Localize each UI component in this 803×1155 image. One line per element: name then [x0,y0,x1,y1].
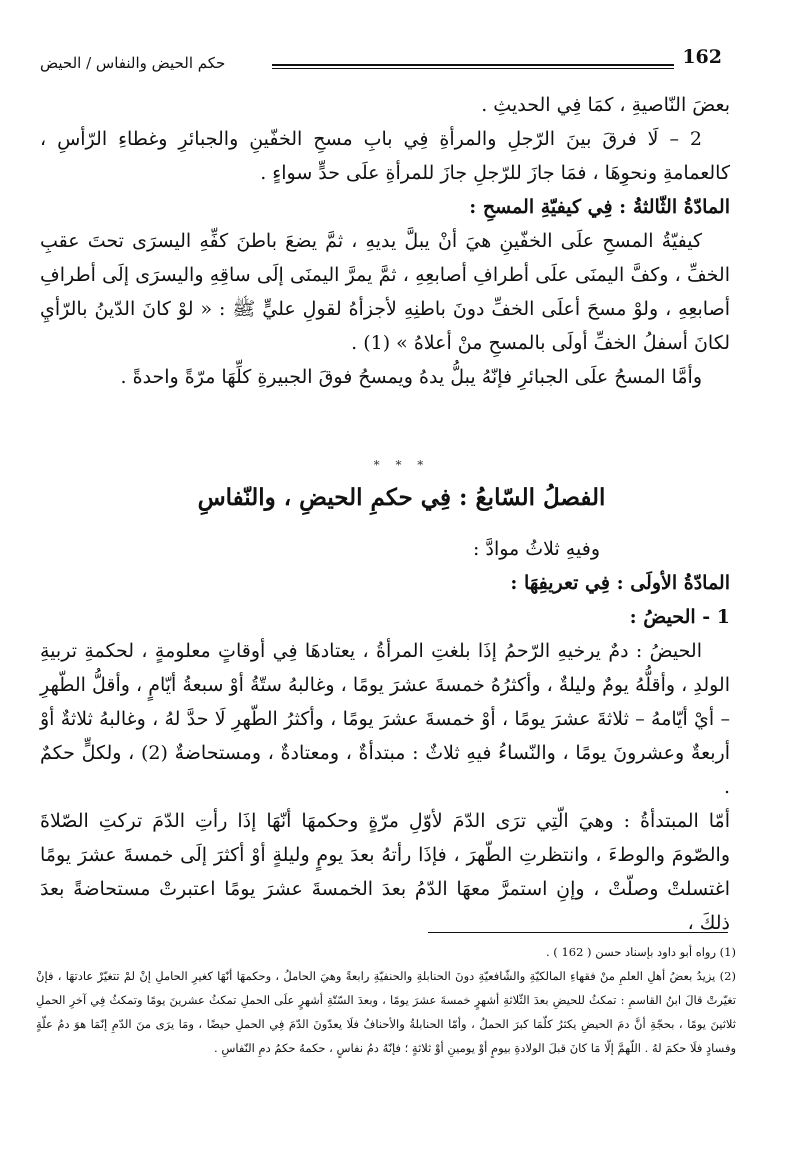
subheading-menstruation: 1 - الحيضُ : [629,606,730,628]
paragraph-4: وأمَّا المسحُ علَى الجبائرِ فإنّهُ يبلُّ يدهُ ويمسحُ فوقَ الجبيرةِ كلِّهَا مرّةً واحدةً . [120,366,702,388]
heading-article-1: المادّةُ الأولَى : فِي تعريفِهَا : [510,572,730,594]
chapter-title: الفصلُ السّابعُ : فِي حكمِ الحيضِ ، والنّفاسِ [197,484,606,511]
header-rule-thin [272,68,674,69]
footnote-1: (1) رواه أبو داود بإسناد حسن ( 162 ) . [545,945,736,959]
section-ornament: * * * [373,458,430,472]
paragraph-1: بعضَ النّاصيةِ ، كمَا فِي الحديثِ . [481,94,730,116]
header-rule [272,64,674,66]
paragraph-3: كيفيّةُ المسحِ علَى الخفّينِ هيَ أنْ يبلَّ يديهِ ، ثمَّ يضعَ باطنَ كفِّهِ اليسرَى تحتَ عقبِ الخفِّ ، وكفَّ اليمنَى علَى أطرافِ أصابعِهِ ، ثمَّ يمرَّ اليمنَى إلَى ساقِهِ واليسرَى إلَى أطرافِ أصابعِهِ ، ولوْ مسحَ أعلَى الخفِّ دونَ باطنِهِ لأجزأهُ لقولِ عليٍّ ﷺ : « لوْ كانَ الدّينُ بالرّأيِ لكانَ أسفلُ الخفِّ أولَى بالمسحِ منْ أعلاهُ » (1) . [40,230,730,354]
paragraph-beginner: أمّا المبتدأةُ : وهيَ الّتِي ترَى الدّمَ لأوّلِ مرّةٍ وحكمهَا أنّهَا إذَا رأتِ الدّمَ تركتِ الصّلاةَ والصّومَ والوطءَ ، وانتظرتِ الطّهرَ ، فإذَا رأتهُ بعدَ يومٍ وليلةٍ أوْ أكثرَ إلَى خمسةَ عشرَ يومًا اغتسلتْ وصلّتْ ، وإنِ استمرَّ معهَا الدّمُ بعدَ الخمسةَ عشرَ يومًا اعتبرتْ مستحاضةً بعدَ ذلكَ ، [40,810,730,934]
footnote-2: (2) يزيدُ بعضُ أهلِ العلمِ منْ فقهاءِ المالكيّةِ والشّافعيّةِ دونَ الحنابلةِ والحنفيّةِ رابعةً وهيَ الحاملُ ، وحكمهَا أنّهَا كغيرِ الحاملِ إنْ لمْ تتغيّرْ عادتهَا ، فإنْ تغيّرتْ قالَ ابنُ القاسمِ : تمكثُ للحيضِ بعدَ الثّلاثةِ أشهرٍ خمسةَ عشرَ يومًا ، وبعدَ السّتّةِ أشهرٍ علَى الحملِ تمكثُ عشرينَ يومًا وتمكثُ فِي آخرِ الحملِ ثلاثينَ يومًا ، بحجّةِ أنَّ دمَ الحيضِ يكثرُ كلّمَا كبرَ الحملُ ، وأمّا الحنابلةُ والأحنافُ فلَا يعدّونَ الدّمَ فِي الحملِ حيضًا ، ومَا يرَى منَ الدّمِ إنّمَا هوَ دمُ علّةٍ وفسادٍ فلَا حكمَ لهُ . اللّهمَّ إلّا مَا كانَ قبلَ الولادةِ بيومٍ أوْ يومينِ أوْ ثلاثةٍ ؛ فإنّهُ دمُ نفاسٍ ، حكمهُ حكمُ دمِ النّفاسِ . [36,969,736,1055]
section-top [40,88,730,394]
chapter-body [40,532,730,940]
page-number: 162 [682,46,722,68]
paragraph-2: 2 – لَا فرقَ بينَ الرّجلِ والمرأةِ فِي بابِ مسحِ الخفّينِ والجبائرِ وغطاءِ الرّأسِ ، كالعمامةِ ونحوِهَا ، فمَا جازَ للرّجلِ جازَ للمرأةِ علَى حدٍّ سواءٍ . [40,128,730,184]
page-header [40,42,722,72]
footnote-rule [428,932,728,933]
running-title: حكم الحيض والنفاس / الحيض [40,54,226,72]
footnotes [36,940,736,1060]
chapter-intro: وفيهِ ثلاثُ موادَّ : [473,538,600,560]
paragraph-definition: الحيضُ : دمٌ يرخيهِ الرّحمُ إذَا بلغتِ المرأةُ ، يعتادهَا فِي أوقاتٍ معلومةٍ ، لحكمةِ تربيةِ الولدِ ، وأقلُّهُ يومٌ وليلةٌ ، وأكثرُهُ خمسةَ عشرَ يومًا ، وغالبهُ ستّةُ أوْ سبعةُ أيّامٍ ، وأقلُّ الطّهرِ – أيْ أيّامهُ – ثلاثةَ عشرَ يومًا ، أوْ خمسةَ عشرَ يومًا ، وأكثرُ الطّهرِ لَا حدَّ لهُ ، وغالبهُ ثلاثةٌ أوْ أربعةٌ وعشرونَ يومًا ، والنّساءُ فيهِ ثلاثٌ : مبتدأةٌ ، ومعتادةٌ ، ومستحاضةٌ (2) ، ولكلٍّ حكمٌ . [40,640,730,798]
heading-article-3: المادّةُ الثّالثةُ : فِي كيفيّةِ المسحِ : [469,196,730,218]
